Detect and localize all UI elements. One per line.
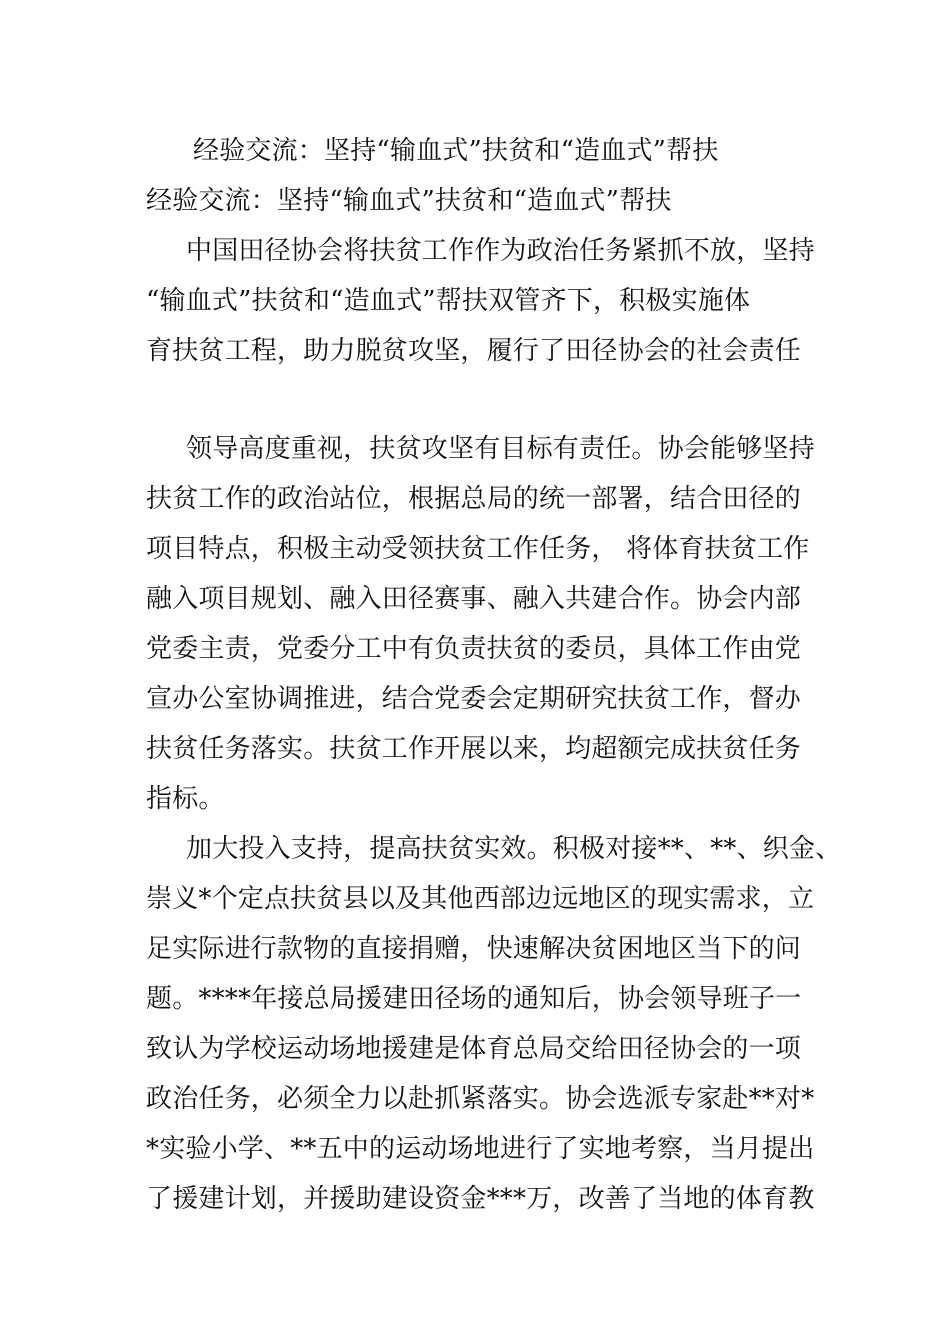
paragraph-line: 扶贫任务落实。扶贫工作开展以来，均超额完成扶贫任务 — [146, 734, 802, 764]
paragraph-line: “输血式”扶贫和“造血式”帮扶双管齐下，积极实施体 — [146, 286, 751, 316]
paragraph-line: 扶贫工作的政治站位，根据总局的统一部署，结合田径的 — [146, 484, 802, 514]
document-title: 经验交流：坚持“输血式”扶贫和“造血式”帮扶 — [146, 186, 672, 216]
paragraph-line: 加大投入支持，提高扶贫实效。积极对接**、**、织金、 — [186, 834, 842, 864]
paragraph-line: 题。****年接总局援建田径场的通知后，协会领导班子一 — [146, 984, 802, 1014]
paragraph-line: 党委主责，党委分工中有负责扶贫的委员，具体工作由党 — [146, 634, 802, 664]
paragraph-line: 致认为学校运动场地援建是体育总局交给田径协会的一项 — [146, 1034, 802, 1064]
paragraph-line: 宣办公室协调推进，结合党委会定期研究扶贫工作，督办 — [146, 684, 802, 714]
paragraph-line: *实验小学、**五中的运动场地进行了实地考察，当月提出 — [146, 1134, 815, 1164]
paragraph-line: 崇义*个定点扶贫县以及其他西部边远地区的现实需求，立 — [146, 884, 815, 914]
paragraph-line: 政治任务，必须全力以赴抓紧落实。协会选派专家赴**对* — [146, 1084, 815, 1114]
paragraph-line: 育扶贫工程，助力脱贫攻坚，履行了田径协会的社会责任 — [146, 336, 802, 366]
paragraph-line: 项目特点，积极主动受领扶贫工作任务， 将体育扶贫工作 — [146, 534, 810, 564]
paragraph-line: 指标。 — [146, 784, 225, 814]
paragraph-line: 融入项目规划、融入田径赛事、融入共建合作。协会内部 — [146, 584, 802, 614]
paragraph-line: 领导高度重视，扶贫攻坚有目标有责任。协会能够坚持 — [186, 434, 815, 464]
paragraph-line: 中国田径协会将扶贫工作作为政治任务紧抓不放，坚持 — [186, 236, 815, 266]
paragraph-line: 了援建计划，并援助建设资金***万，改善了当地的体育教 — [146, 1184, 815, 1214]
paragraph-line: 足实际进行款物的直接捐赠，快速解决贫困地区当下的问 — [146, 934, 802, 964]
document-title-centered: 经验交流：坚持“输血式”扶贫和“造血式”帮扶 — [193, 136, 719, 166]
